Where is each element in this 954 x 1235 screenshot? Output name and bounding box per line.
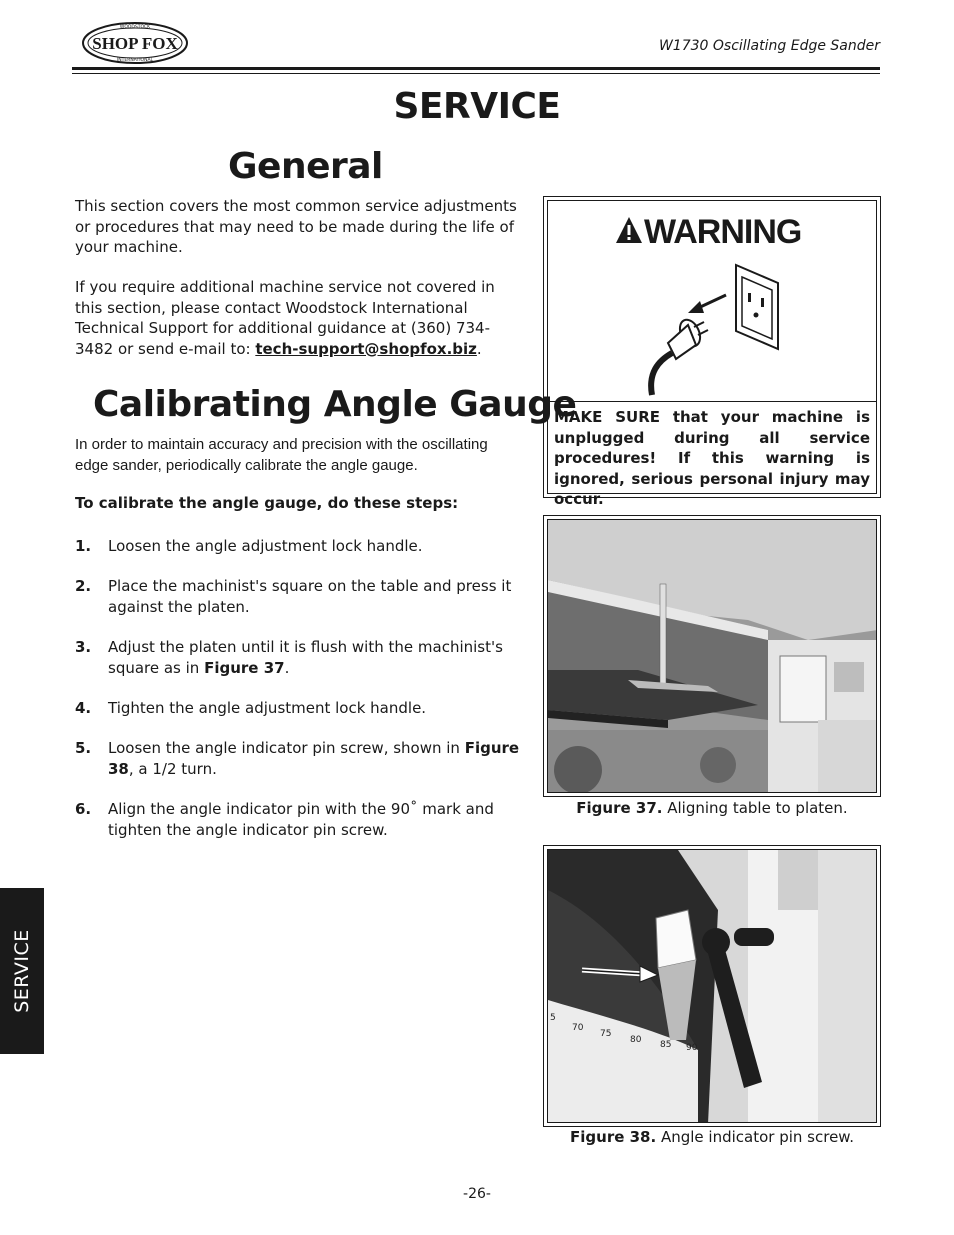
figure-reference: Figure 37 — [204, 659, 285, 677]
step-6 — [75, 799, 525, 841]
general-heading: General — [228, 146, 383, 187]
figure-caption-text: Aligning table to platen. — [667, 799, 848, 817]
step-text-end: , a 1/2 turn. — [128, 760, 217, 778]
general-paragraph-1: This section covers the most common service adjustments or procedures that may need to be made during the life of your machine. — [75, 197, 517, 256]
figure-37-frame — [543, 515, 881, 797]
section-side-tab — [0, 888, 44, 1054]
figure-37-photo — [547, 519, 877, 793]
shop-fox-logo — [80, 18, 190, 68]
step-text-part: Adjust the platen until it is flush with the machinist's square as in — [108, 638, 503, 677]
step-text: Place the machinist's square on the table and press it against the platen. — [108, 577, 512, 616]
scale-mark: 90 — [686, 1043, 698, 1053]
step-5 — [75, 738, 525, 780]
step-1 — [75, 536, 525, 557]
step-number: 3. — [75, 638, 92, 656]
figure-38-frame — [543, 845, 881, 1127]
figure-38-caption — [543, 1128, 881, 1146]
scale-mark: 85 — [660, 1040, 672, 1050]
step-text: Align the angle indicator pin with the 90˚ mark and tighten the angle indicator pin screw. — [108, 800, 494, 839]
scale-mark: 5 — [550, 1013, 556, 1023]
step-text — [108, 738, 525, 780]
figure-38-photo — [547, 849, 877, 1123]
figure-reference: Figure 38 — [108, 739, 520, 778]
step-number: 2. — [75, 577, 92, 595]
warning-title: WARNING — [644, 213, 802, 251]
figure-label: Figure 37. — [576, 799, 663, 817]
svg-text:SHOP FOX: SHOP FOX — [92, 34, 178, 53]
scale-mark: 70 — [572, 1023, 584, 1033]
manual-title: W1730 Oscillating Edge Sander — [658, 38, 880, 54]
support-email-link[interactable]: tech-support@shopfox.biz — [255, 339, 477, 358]
general-paragraph-2-end: . — [476, 339, 482, 358]
side-tab-label: SERVICE — [11, 929, 33, 1013]
warning-box-inner — [547, 200, 877, 508]
svg-text:INTERNATIONAL: INTERNATIONAL — [116, 58, 154, 63]
step-number: 5. — [75, 739, 92, 757]
figure-label: Figure 38. — [570, 1128, 657, 1146]
scale-mark: 75 — [600, 1029, 612, 1039]
header-rule — [72, 67, 880, 70]
unplug-plug-icon — [628, 261, 788, 401]
section-title: SERVICE — [393, 86, 561, 127]
figure-caption-text: Angle indicator pin screw. — [660, 1128, 854, 1146]
calibrating-heading: Calibrating Angle Gauge — [93, 384, 577, 425]
page-number: -26- — [463, 1186, 491, 1202]
general-paragraph-2-text: If you require additional machine service not covered in this section, please contact Woodstock International Technical Support for additional guidance at (360) 734-3482 or send e-mail to: — [75, 278, 495, 358]
steps-intro: To calibrate the angle gauge, do these steps: — [75, 494, 459, 512]
step-text: Loosen the angle adjustment lock handle. — [108, 537, 423, 555]
general-paragraph-2 — [75, 277, 525, 359]
step-text — [108, 637, 525, 679]
step-text: Tighten the angle adjustment lock handle. — [108, 699, 427, 717]
step-number: 1. — [75, 537, 92, 555]
warning-box — [543, 196, 881, 508]
calibrating-intro: In order to maintain accuracy and precision with the oscillating edge sander, periodically calibrate the angle gauge. — [75, 436, 488, 474]
step-text-end: . — [284, 659, 290, 677]
scale-mark: 80 — [630, 1035, 642, 1045]
svg-text:WOODSTOCK: WOODSTOCK — [119, 25, 151, 30]
warning-text: MAKE SURE that your machine is unplugged during all service procedures! If this warning is ignored, serious personal injury may occur. — [548, 401, 876, 493]
warning-triangle-icon — [614, 215, 644, 245]
step-2 — [75, 576, 525, 618]
step-text-part: Loosen the angle indicator pin screw, shown in — [108, 739, 465, 757]
step-number: 6. — [75, 800, 92, 818]
step-4 — [75, 698, 525, 719]
step-3 — [75, 637, 525, 679]
step-number: 4. — [75, 699, 92, 717]
header-rule-thin — [72, 73, 880, 74]
figure-37-caption — [543, 799, 881, 817]
